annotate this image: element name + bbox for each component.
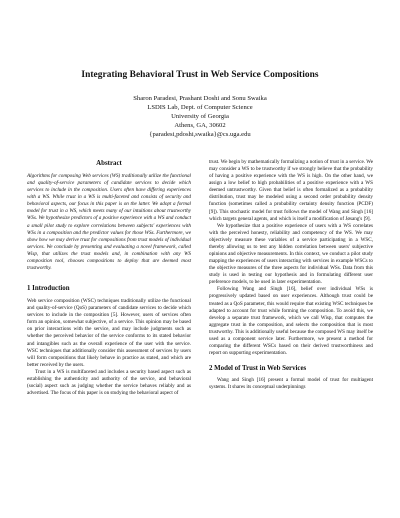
author-email: {paradesi,pdoshi,swaika}@cs.uga.edu	[149, 130, 251, 138]
model-paragraph: Wang and Singh [16] present a formal model of trust for multiagent systems. It shares its conceptual underpinnings	[209, 377, 373, 391]
left-column	[27, 159, 191, 397]
intro-heading: 1 Introduction	[27, 285, 70, 293]
author-university: University of Georgia	[171, 112, 229, 120]
right-column	[209, 159, 373, 391]
paper-title: Integrating Behavioral Trust in Web Service Compositions	[81, 70, 319, 80]
right-paragraph-3: Following Wang and Singh [16], belief over individual WSs is progressively updated based on user experiences. Although trust could be treated as a QoS parameter, this would require that existing WSC techniques be adapted to account for trust while forming the composition. To avoid this, we develop a separate trust framework, which we call Wisp, that computes the aggregate trust in the composition, and selects the composition that is most trustworthy. This is additionally useful because the composed WS may itself be used as a component service later. Furthermore, we present a method for comparing the different WSCs based on their derived trustworthiness and report on supporting experimentation.	[209, 286, 373, 357]
abstract-text: Algorithms for composing Web services (WS) traditionally utilize the functional and quality-of-service parameters of candidate services to decide which services to include in the composition. Users often have differing experiences with a WS. While trust in a WS is multi-faceted and consists of security and behavioral aspects, our focus in this paper is on the latter. We adopt a formal model for trust in a WS, which meets many of our intuitions about trustworthy WSs. We hypothesize predictors of a positive experience with a WS and conduct a small pilot study to explore correlations between subjects' experiences with WSs in a composition and the predictor values for those WSs. Furthermore, we show how we may derive trust for compositions from trust models of individual services. We conclude by presenting and evaluating a novel framework, called Wisp, that utilizes the trust models and, in combination with any WS composition tool, chooses compositions to deploy that are deemed most trustworthy.	[27, 173, 191, 272]
author-block	[0, 95, 400, 140]
model-heading: 2 Model of Trust in Web Services	[209, 365, 307, 373]
right-paragraph-2: We hypothesize that a positive experience of users with a WS correlates with the perceived honesty, reliability and competency of the WS. We may objectively measure these variables of a service participating in a WSC, thereby allowing us to test any hidden correlation between users' subjective opinions and objective measurements. In this context, we conduct a pilot study mapping the experiences of users interacting with services in example WSCs to the objective measures of the three aspects for individual WSs. Data from this study is used in testing our hypothesis and in formulating different user preference models, to be used in later experimentation.	[209, 222, 373, 286]
author-names: Sharon Paradesi, Prashant Doshi and Sonu Swaika	[133, 95, 267, 102]
intro-paragraph-1: Web service composition (WSC) techniques traditionally utilize the functional and quality-of-service (QoS) parameters of candidate services to decide which services to include in the composition [5]. However, users of services often form an opinion, somewhat subjective, of a service. This opinion may be based on prior interactions with the service, and may include judgments such as whether the perceived behavior of the service conforms to its stated behavior and intangibles such as the overall experience of the user with the service. WSC techniques that additionally consider this assessment of services by users will form compositions that likely behave in practice as stated, and which are better received by the users.	[27, 298, 191, 368]
right-paragraph-1: trust. We begin by mathematically formalizing a notion of trust in a service. We may consider a WS to be trustworthy if we strongly believe that the probability of having a positive experience with the WS is high. On the other hand, we assign a low belief to high probabilities of a positive experience with a WS deemed untrustworthy. Given that belief is often formalized as a probability distribution, trust may be modeled using a second order probability density function (sometimes called a probability certainty density function (PCDF) [9]). This stochastic model for trust follows the model of Wang and Singh [16] which targets general agents, and which is itself a modification of Jøsang's [9].	[209, 159, 373, 222]
author-lab: LSDIS Lab, Dept. of Computer Science	[147, 103, 253, 111]
intro-paragraph-2: Trust in a WS is multifaceted and includes a security based aspect such as establishing the authenticity and authority of the service, and behavioral (social) aspect such as judging whether the service behaves reliably and as advertised. The focus of this paper is on studying the behavioral aspect of	[27, 368, 191, 397]
author-city: Athens, GA, 30602	[174, 121, 226, 129]
abstract-heading: Abstract	[96, 160, 122, 167]
